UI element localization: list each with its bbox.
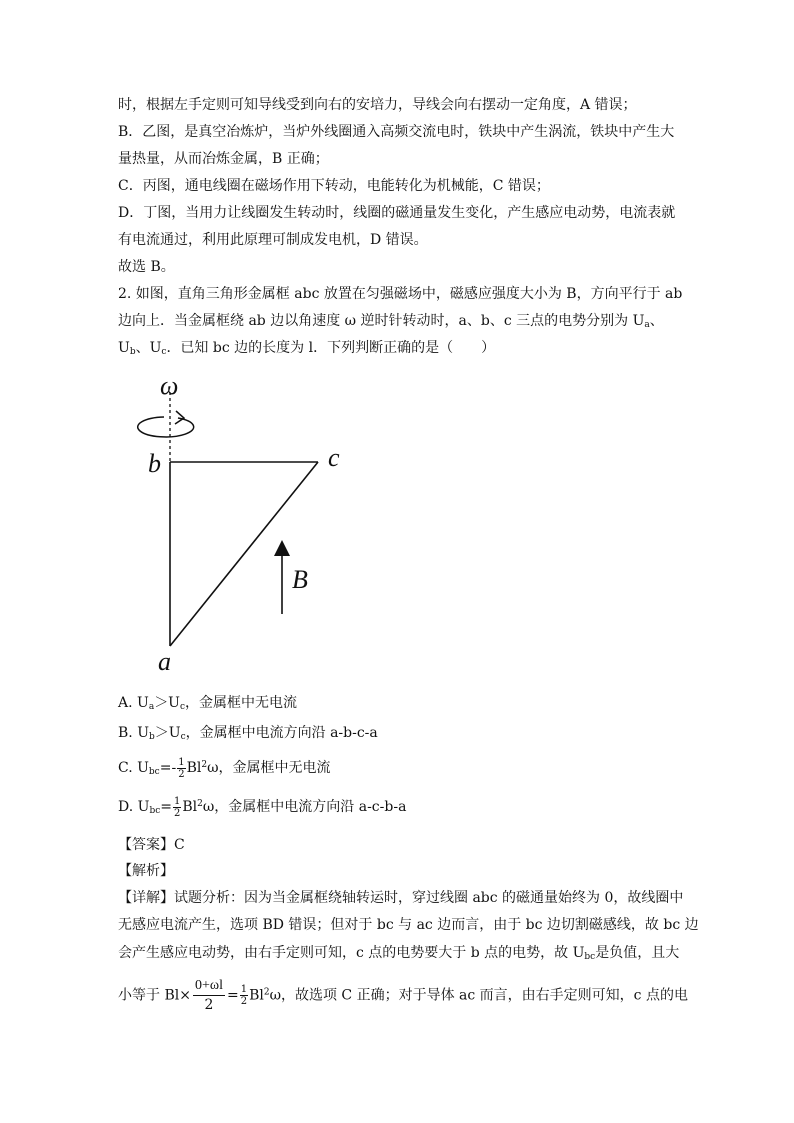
figure-label-c: c: [328, 443, 340, 472]
opt-d-sup: 2: [197, 799, 203, 809]
opt-d-pre: D. U: [118, 799, 150, 815]
detail-line: [118, 977, 688, 1014]
option-d: [118, 795, 406, 820]
option-c: [118, 756, 331, 781]
triangle-frame-figure: [120, 370, 360, 680]
opt-c-sub: bc: [148, 767, 160, 777]
detail-fden: 2: [204, 997, 214, 1013]
detail-fraction: [240, 984, 248, 1007]
detail-big-fraction: [193, 977, 225, 1014]
q3-mid: 、U: [135, 340, 162, 356]
text-line: 故选 B。: [118, 259, 175, 275]
q2-text: 边向上．当金属框绕 ab 边以角速度 ω 逆时针转动时，a、b、c 三点的电势分别为 U: [118, 313, 645, 329]
opt-c-eq: =-: [159, 760, 177, 776]
answer-line: [118, 836, 185, 854]
opt-c-pre: C. U: [118, 760, 149, 776]
detail-text-4a: 小等于 Bl×: [118, 987, 191, 1004]
q3-u: U: [118, 340, 130, 356]
detail-bl: Bl: [249, 987, 264, 1004]
detail-label: 【详解】: [118, 890, 174, 906]
opt-c-sup: 2: [201, 760, 208, 770]
opt-c-den: 2: [178, 768, 185, 780]
q3-sub-b: b: [129, 347, 136, 357]
opt-a-post: ，金属框中无电流: [185, 695, 298, 711]
answer-label: 【答案】: [118, 837, 174, 853]
figure-label-a: a: [158, 647, 171, 676]
q3-sub-c: c: [161, 347, 167, 357]
rotation-arrow-icon: [138, 417, 194, 437]
detail-sub-3: bc: [584, 952, 596, 962]
figure-label-omega: ω: [160, 371, 179, 400]
detail-text-1: 试题分析：因为当金属框绕轴转运时，穿过线圈 abc 的磁通量始终为 0，故线圈中: [174, 890, 684, 906]
text-line: B．乙图，是真空冶炼炉，当炉外线圈通入高频交流电时，铁块中产生涡流，铁块中产生大: [118, 124, 675, 140]
opt-b-mid: ＞U: [154, 725, 181, 741]
figure-label-b: b: [148, 449, 161, 478]
question-text: 2. 如图，直角三角形金属框 abc 放置在匀强磁场中，磁感应强度大小为 B，方向平行于 ab: [118, 286, 683, 302]
option-a: [118, 694, 297, 716]
q2-sub: a: [644, 320, 650, 330]
text-line: C．丙图，通电线圈在磁场作用下转动，电能转化为机械能，C 错误；: [118, 178, 550, 194]
opt-b-sub1: b: [149, 732, 155, 742]
detail-num: 1: [240, 984, 248, 995]
detail-sup: 2: [263, 987, 270, 998]
detail-text-3b: 是负值，且大: [595, 945, 680, 961]
figure-label-B: B: [292, 565, 308, 594]
opt-d-fraction: [173, 796, 181, 819]
opt-d-den: 2: [173, 807, 181, 819]
opt-b-sub2: c: [180, 732, 186, 742]
opt-a-sub2: c: [180, 702, 186, 712]
opt-b-post: ，金属框中电流方向沿 a-b-c-a: [185, 725, 378, 741]
detail-text-4b: ω，故选项 C 正确；对于导体 ac 而言，由右手定则可知，c 点的电: [269, 987, 688, 1004]
q3-end: ．已知 bc 边的长度为 l．下列判断正确的是（ ）: [166, 340, 496, 356]
opt-d-eq: =: [160, 799, 172, 815]
opt-c-post: ω，金属框中无电流: [207, 760, 331, 776]
text-line: D．丁图，当用力让线圈发生转动时，线圈的磁通量发生变化，产生感应电动势，电流表就: [118, 205, 676, 221]
detail-eq: =: [226, 987, 239, 1004]
opt-d-bl: Bl: [182, 799, 198, 815]
text-line: 有电流通过，利用此原理可制成发电机，D 错误。: [118, 232, 428, 248]
option-b: [118, 724, 378, 746]
detail-line: 无感应电流产生，选项 BD 错误；但对于 bc 与 ac 边而言，由于 bc 边切割磁感线，故 bc 边: [118, 917, 699, 933]
opt-c-fraction: [177, 757, 185, 780]
opt-a-mid: ＞U: [154, 695, 180, 711]
opt-b-pre: B. U: [118, 725, 149, 741]
opt-a-sub1: a: [148, 702, 155, 712]
detail-line: [118, 944, 679, 966]
text-line: 时，根据左手定则可知导线受到向右的安培力，导线会向右摆动一定角度，A 错误；: [118, 97, 637, 113]
text-line: 量热量，从而冶炼金属，B 正确；: [118, 151, 329, 167]
edge-ac: [170, 462, 318, 646]
detail-fnum: 0+ωl: [193, 977, 225, 996]
opt-a-pre: A. U: [118, 695, 149, 711]
opt-d-post: ω，金属框中电流方向沿 a-c-b-a: [202, 799, 407, 815]
opt-c-bl: Bl: [186, 760, 202, 776]
detail-line: [118, 889, 683, 907]
question-text: [118, 312, 664, 334]
q2-end: 、: [649, 313, 664, 329]
opt-d-num: 1: [173, 795, 181, 807]
question-text: [118, 339, 495, 361]
answer-value: C: [174, 837, 185, 853]
rotation-arrowhead-icon: [175, 411, 184, 424]
opt-c-num: 1: [178, 756, 185, 768]
detail-den: 2: [240, 996, 248, 1007]
opt-d-sub: bc: [149, 806, 161, 816]
analysis-label: 【解析】: [118, 863, 174, 879]
detail-text-3a: 会产生感应电动势，由右手定则可知，c 点的电势要大于 b 点的电势，故 U: [118, 945, 585, 961]
